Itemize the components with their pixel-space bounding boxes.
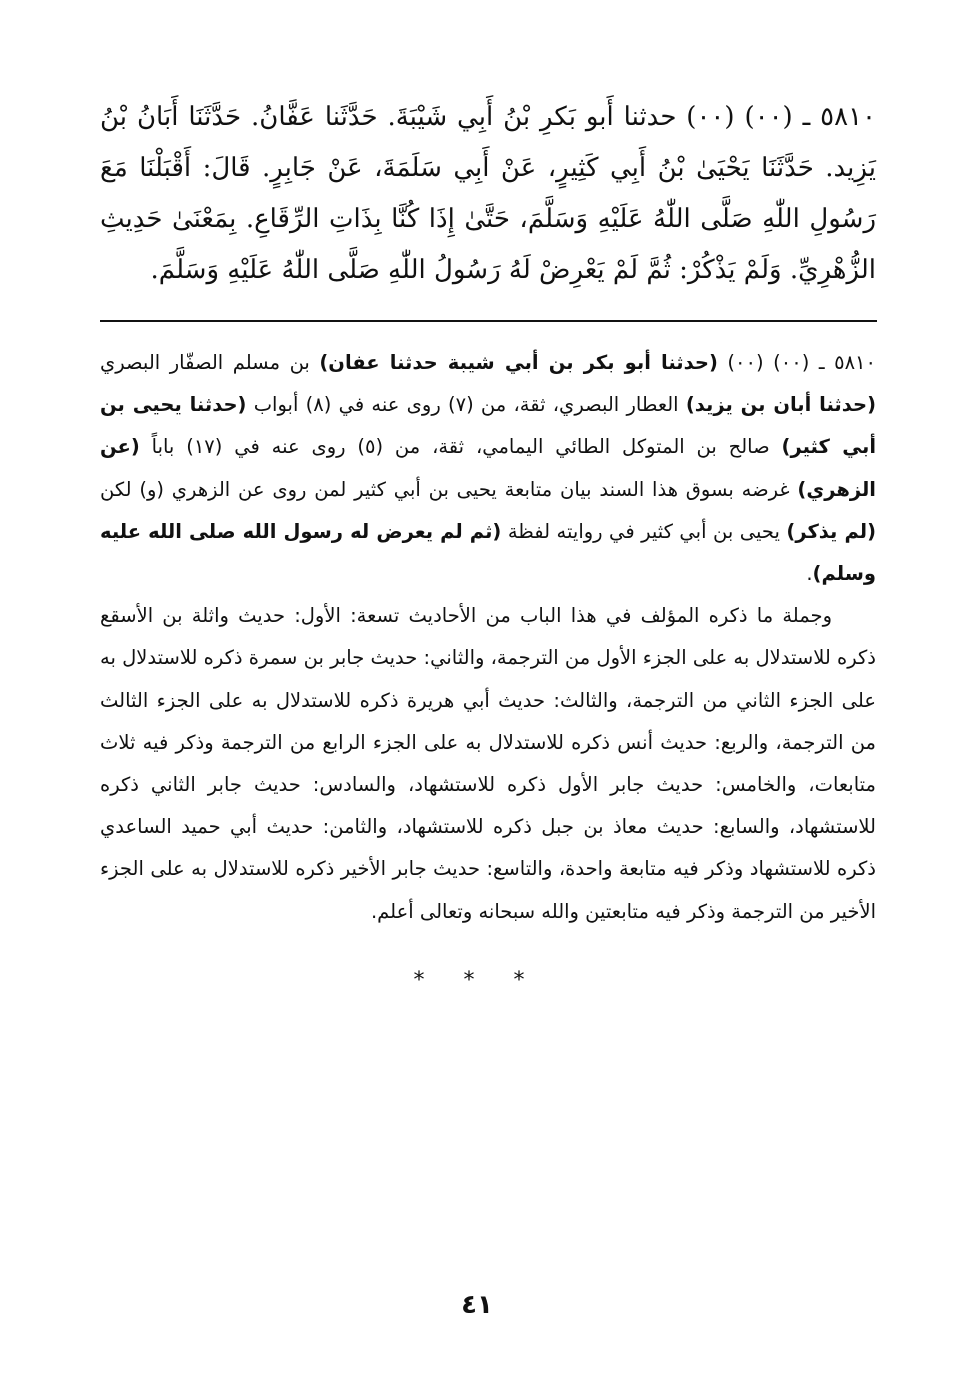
hadith-text: ٥٨١٠ ـ (٠٠) (٠٠) حدثنا أَبو بَكرِ بْنُ أَبِي شَيْبَةَ. حَدَّثَنا عَفَّانُ. حَدَّثَنَا أَبَانُ بْنُ يَزِيد. حَدَّثَنَا يَحْيَىٰ بْنُ أَبِي كَثِيرٍ، عَنْ أَبِي سَلَمَةَ، عَنْ جَابِرٍ. قَالَ: أَقْبَلْنَا مَعَ رَسُولِ اللّٰهِ صَلَّى اللّٰهُ عَلَيْهِ وَسَلَّمَ، حَتَّىٰ إِذَا كُنَّا بِذَاتِ الرِّقَاعِ. بِمَعْنَىٰ حَدِيثِ الزُّهْرِيِّ. وَلَمْ يَذْكُرْ: ثُمَّ لَمْ يَعْرِضْ لَهُ رَسُولُ اللّٰهِ صَلَّى اللّٰهُ عَلَيْهِ وَسَلَّمَ.: [100, 102, 876, 285]
footnote-separator-line: [100, 320, 877, 322]
commentary-text-3: العطار البصري، ثقة، من (٧) روى عنه في (٨) أبواب: [246, 393, 686, 417]
commentary-section: [100, 342, 876, 933]
commentary-paragraph-2: وجملة ما ذكره المؤلف في هذا الباب من الأحاديث تسعة: الأول: حديث واثلة بن الأسقع ذكره للاستدلال به على الجزء الأول من الترجمة، والثاني: حديث جابر بن سمرة ذكره للاستدلال به على الجزء الثاني من الترجمة، والثالث: حديث أبي هريرة ذكره للاستدلال به على الجزء الثالث من الترجمة، والربع: حديث أنس ذكره للاستدلال به على الجزء الرابع من الترجمة وذكر فيه ثلاث متابعات، والخامس: حديث جابر الأول ذكره للاستشهاد، والسادس: حديث جابر الثاني ذكره للاستشهاد، والسابع: حديث معاذ بن جبل ذكره للاستشهاد، والثامن: حديث أبي حميد الساعدي ذكره للاستشهاد وذكر فيه متابعة واحدة، والتاسع: حديث جابر الأخير ذكره للاستدلال به على الجزء الأخير من الترجمة وذكر فيه متابعتين والله سبحانه وتعالى أعلم.: [100, 604, 876, 923]
commentary-paragraph-1: [100, 342, 876, 595]
commentary-text-6: يحيى بن أبي كثير في روايته لفظة: [501, 519, 787, 543]
commentary-text-2: بن مسلم الصفّار البصري: [100, 351, 320, 374]
commentary-text-7: .: [806, 562, 813, 586]
commentary-bold-4: (عن الزهري): [100, 435, 876, 501]
commentary-bold-2: (حدثنا أبان بن يزيد): [685, 393, 876, 417]
commentary-bold-1: (حدثنا أبو بكر بن أبي شيبة حدثنا عفان): [319, 351, 718, 374]
commentary-bold-6: (ثم لم يعرض له رسول الله صلى الله عليه وسلم): [100, 519, 876, 586]
commentary-text-4: صالح بن المتوكل الطائي اليمامي، ثقة، من (٥) روى عنه في (١٧) باباً: [139, 435, 782, 459]
commentary-bold-3: (حدثنا يحيى بن أبي كثير): [100, 393, 876, 459]
section-separator-stars: * * *: [413, 968, 541, 993]
page-number: ٤١: [461, 1290, 493, 1320]
commentary-bold-5: (لم يذكر): [786, 519, 876, 543]
commentary-text-5: غرضه بسوق هذا السند بيان متابعة يحيى بن أبي كثير لمن روى عن الزهري (و) لكن: [100, 477, 798, 501]
commentary-text-1: ٥٨١٠ ـ (٠٠) (٠٠): [717, 351, 876, 374]
